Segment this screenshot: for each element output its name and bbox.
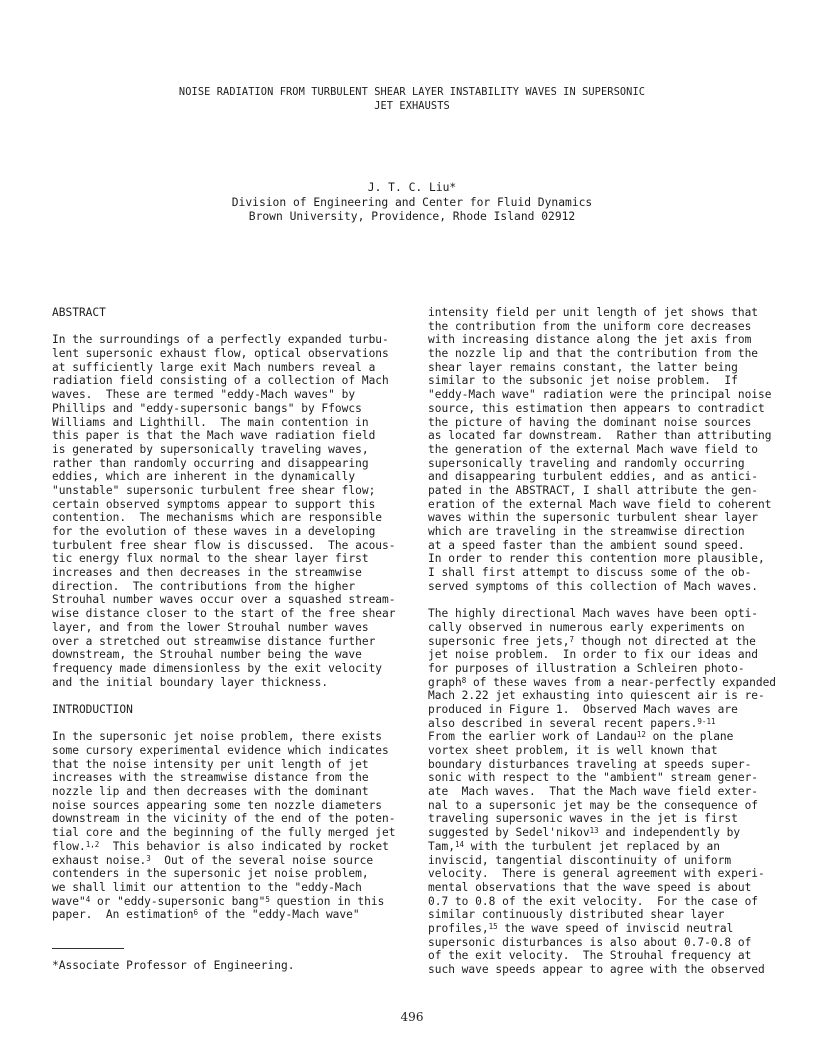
citation: 6 [193,908,198,918]
text-line: also described in several recent papers.$^{9-11}$ [428,716,716,730]
text-line: increases with the streamwise distance from the [52,771,369,785]
text-line: paper. An estimation$^6$ of the "eddy-Mach wave" [52,908,360,922]
text-line: the contribution from the uniform core decreases [428,319,752,333]
text-line: rather than randomly occurring and disappearing [52,456,369,470]
citation: 5 [265,894,270,904]
text-line: The highly directional Mach waves have been opti- [428,607,759,621]
text-line: certain observed symptoms appear to support this [52,497,376,511]
citation: 8 [461,675,467,685]
title-line: NOISE RADIATION FROM TURBULENT SHEAR LAYER INSTABILITY WAVES IN SUPERSONIC [178,86,646,98]
text-line: with increasing distance along the jet axis from [428,333,752,347]
text-line: source, this estimation then appears to contradict [428,401,765,415]
text-line: Strouhal number waves occur over a squashed stream- [52,593,396,607]
text-line: downstream in the vicinity of the end of the poten- [52,812,396,826]
citation: 12 [636,730,646,740]
text-line: similar to the subsonic jet noise problem. If [428,374,738,388]
page-number: 496 [400,1010,424,1024]
citation: 9-11 [697,716,716,726]
affiliation-line: Division of Engineering and Center for Fluid Dynamics [231,195,593,209]
citation: 13 [589,826,599,836]
text-line: nozzle lip and then decreases with the dominant [52,785,369,799]
text-line: waves. These are termed "eddy-Mach waves" by [52,388,356,402]
text-line: eddies, which are inherent in the dynamically [52,470,356,484]
text-line: "unstable" supersonic turbulent free shear flow; [52,483,376,497]
text-line: that the noise intensity per unit length of jet [52,757,369,771]
text-line: eration of the external Mach wave field to coherent [428,497,772,511]
text-line: velocity. There is general agreement with experi- [428,867,765,881]
text-line: Phillips and "eddy-supersonic bangs" by Ffowcs [52,401,362,415]
text-line: intensity field per unit length of jet shows that [428,306,759,319]
footnote: *Associate Professor of Engineering. [52,959,295,972]
text-line: "eddy-Mach wave" radiation were the principal noise [428,388,772,402]
footnote-rule [52,948,124,949]
text-line: Tam,$^{14}$ with the turbulent jet replaced by an [428,839,720,853]
text-line: From the earlier work of Landau$^{12}$ on the plane [428,730,734,744]
text-line: is generated by supersonically traveling waves, [52,442,369,456]
text-line: as located far downstream. Rather than attributing [428,429,772,443]
author-block [0,181,824,225]
text-line: increases and then decreases in the streamwise [52,566,362,580]
text-line: exhaust noise.$^3$ Out of the several noise source [52,853,374,867]
text-line: In order to render this contention more plausible, [428,552,765,566]
text-line: tic energy flux normal to the shear layer first [52,552,369,566]
paper-title [0,86,824,113]
text-line: the generation of the external Mach wave field to [428,442,759,456]
text-line: wave"$^4$ or "eddy-supersonic bang"$^5$ question in this [52,894,385,908]
abstract-heading: ABSTRACT [52,306,106,319]
text-line: the picture of having the dominant noise sources [428,415,752,429]
right-column [428,306,786,977]
text-line: layer, and from the lower Strouhal number waves [52,620,369,634]
text-line: I shall first attempt to discuss some of the ob- [428,566,752,580]
text-line: Mach 2.22 jet exhausting into quiescent air is re- [428,689,765,703]
text-line: supersonic free jets,$^7$ though not directed at the [428,634,756,648]
text-line: turbulent free shear flow is discussed. The acous- [52,538,396,552]
text-line: boundary disturbances traveling at speeds super- [428,757,752,771]
text-line: graph$^8$ of these waves from a near-perfectly expanded [428,675,777,689]
text-line: produced in Figure 1. Observed Mach waves are [428,702,738,716]
text-line: In the surroundings of a perfectly expanded turbu- [52,333,389,347]
citation: 3 [146,853,151,863]
text-line: noise sources appearing some ten nozzle diameters [52,798,383,812]
text-line: which are traveling in the streamwise direction [428,525,745,538]
text-line: downstream, the Strouhal number being the wave [52,648,362,662]
text-line: at sufficiently large exit Mach numbers reveal a [52,360,376,374]
text-line: lent supersonic exhaust flow, optical observations [52,347,389,361]
text-line: flow.$^{1,2}$ This behavior is also indicated by rocket [52,839,389,853]
text-line: this paper is that the Mach wave radiation field [52,429,376,443]
citation: 14 [454,839,464,849]
left-column [52,306,402,922]
title-line: JET EXHAUSTS [374,99,450,112]
text-line: and disappearing turbulent eddies, and as antici- [428,470,759,484]
text-line: supersonic disturbances is also about 0.7-0.8 of [428,935,752,949]
affiliation-line: Brown University, Providence, Rhode Island 02912 [248,210,576,224]
introduction-continued [428,306,786,593]
citation: 7 [569,634,574,644]
text-line: tial core and the beginning of the fully merged jet [52,826,396,840]
text-line: frequency made dimensionless by the exit velocity [52,661,383,675]
text-line: wise distance closer to the start of the free shear [52,607,396,621]
text-line: for purposes of illustration a Schleiren photo- [428,661,745,675]
abstract-body [52,333,402,689]
text-line: we shall limit our attention to the "eddy-Mach [52,880,362,894]
text-line: contention. The mechanisms which are responsible [52,511,383,525]
text-line: jet noise problem. In order to fix our ideas and [428,648,759,662]
text-line: at a speed faster than the ambient sound speed. [428,538,745,552]
introduction-body [52,730,402,922]
text-line: 0.7 to 0.8 of the exit velocity. For the case of [428,894,759,908]
text-line: the nozzle lip and that the contribution from the [428,347,759,361]
text-line: direction. The contributions from the higher [52,579,356,593]
text-line: profiles,$^{15}$ the wave speed of inviscid neutral [428,921,734,935]
introduction-heading: INTRODUCTION [52,702,133,716]
text-line: In the supersonic jet noise problem, there exists [52,730,383,744]
citation: 4 [85,894,91,904]
author-name: J. T. C. Liu* [367,181,457,194]
text-line: ate Mach waves. That the Mach wave field exter- [428,785,759,799]
citation: 1,2 [85,839,100,849]
text-line: shear layer remains constant, the latter being [428,360,738,374]
mach-wave-paragraph [428,607,786,977]
text-line: Williams and Lighthill. The main contention in [52,415,369,429]
text-line: supersonically traveling and randomly occurring [428,456,745,470]
text-line: nal to a supersonic jet may be the consequence of [428,798,759,812]
text-line: mental observations that the wave speed is about [428,880,752,894]
text-line: over a stretched out streamwise distance further [52,634,376,648]
text-line: pated in the ABSTRACT, I shall attribute the gen- [428,483,759,497]
text-line: of the exit velocity. The Strouhal frequency at [428,949,752,963]
text-line: suggested by Sedel'nikov$^{13}$ and independently by [428,826,741,840]
text-line: cally observed in numerous early experiments on [428,620,745,634]
text-line: contenders in the supersonic jet noise problem, [52,867,369,881]
text-line: vortex sheet problem, it is well known that [428,744,718,757]
text-line: traveling supersonic waves in the jet is first [428,812,738,826]
text-line: for the evolution of these waves in a developing [52,525,376,538]
text-line: inviscid, tangential discontinuity of uniform [428,853,732,867]
text-line: such wave speeds appear to agree with the observed [428,963,765,976]
text-line: some cursory experimental evidence which indicates [52,744,389,757]
text-line: waves within the supersonic turbulent shear layer [428,511,759,525]
text-line: sonic with respect to the "ambient" stream gener- [428,771,759,785]
text-line: served symptoms of this collection of Mach waves. [428,579,759,593]
text-line: similar continuously distributed shear layer [428,908,725,922]
text-line: and the initial boundary layer thickness. [52,675,329,689]
citation: 15 [488,921,498,931]
text-line: radiation field consisting of a collection of Mach [52,374,389,388]
